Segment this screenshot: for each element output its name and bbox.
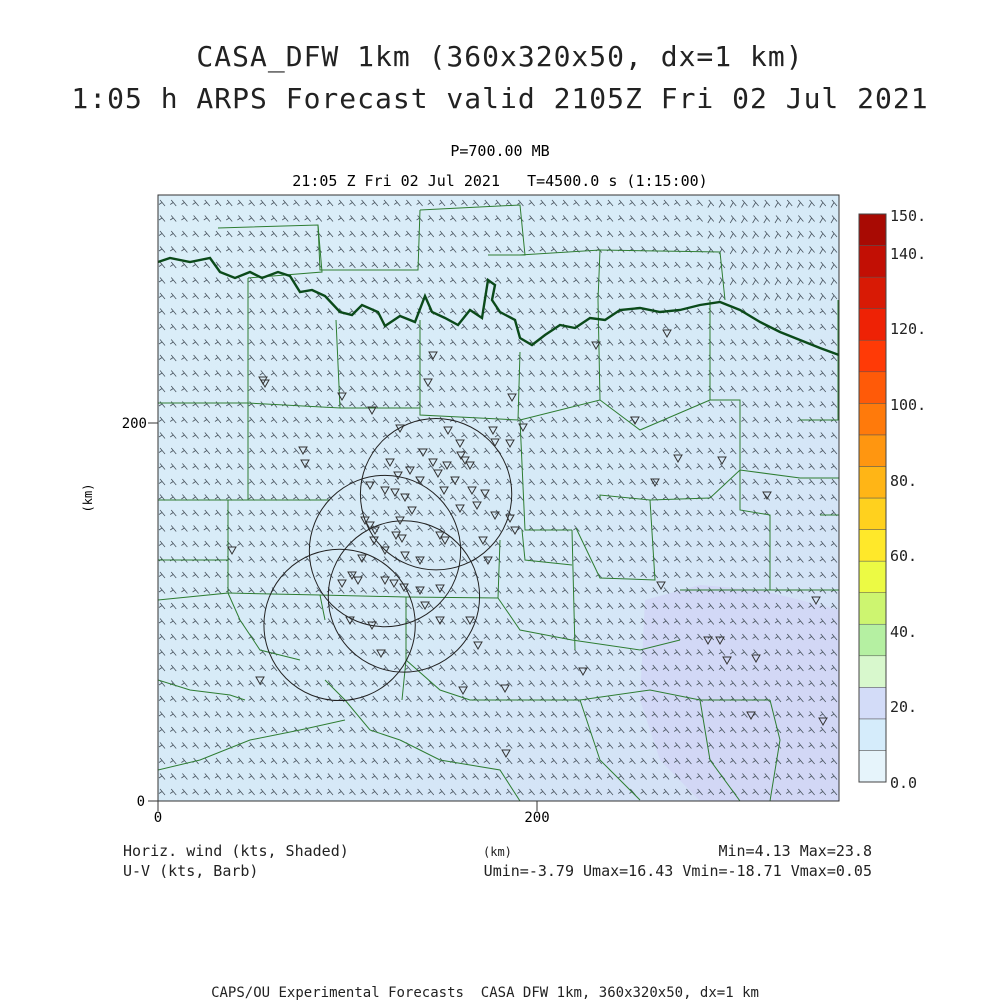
colorbar-label: 60. — [890, 547, 918, 565]
credit-line: CAPS/OU Experimental Forecasts CASA DFW 1km, 360x320x50, dx=1 km — [211, 985, 759, 1001]
colorbar-label: 150. — [890, 207, 927, 225]
y-axis — [148, 423, 158, 801]
colorbar-segment — [859, 340, 886, 372]
colorbar-segment — [859, 277, 886, 309]
colorbar-segment — [859, 624, 886, 656]
map-title-line-2: 1:05 h ARPS Forecast valid 2105Z Fri 02 Jul 2021 — [71, 82, 929, 115]
colorbar-segment — [859, 214, 886, 246]
valid-time-label: 21:05 Z Fri 02 Jul 2021 — [292, 172, 500, 190]
colorbar-segment — [859, 530, 886, 562]
colorbar-segment — [859, 687, 886, 719]
colorbar-segment — [859, 435, 886, 467]
map-title-line-1: CASA_DFW 1km (360x320x50, dx=1 km) — [196, 40, 804, 73]
x-tick-label-200: 200 — [524, 810, 550, 826]
colorbar-segment — [859, 309, 886, 341]
shaded-field-label: Horiz. wind (kts, Shaded) — [123, 842, 349, 860]
colorbar-segment — [859, 656, 886, 688]
y-tick-label-0: 0 — [136, 794, 145, 810]
y-tick-label-200: 200 — [121, 416, 147, 432]
min-max-label: Min=4.13 Max=23.8 — [718, 842, 872, 860]
wind-speed-maximum-region — [640, 585, 839, 801]
colorbar — [859, 207, 926, 792]
pressure-level-label: P=700.00 MB — [450, 142, 550, 160]
colorbar-label: 20. — [890, 698, 918, 716]
x-tick-label-0: 0 — [153, 810, 163, 826]
colorbar-segment — [859, 372, 886, 404]
colorbar-label: 140. — [890, 245, 927, 263]
colorbar-segment — [859, 246, 886, 278]
colorbar-segment — [859, 593, 886, 625]
colorbar-segment — [859, 403, 886, 435]
colorbar-segment — [859, 466, 886, 498]
colorbar-label: 40. — [890, 623, 918, 641]
forecast-time-label: T=4500.0 s (1:15:00) — [527, 172, 708, 190]
colorbar-segment — [859, 750, 886, 782]
uv-min-max-label: Umin=-3.79 Umax=16.43 Vmin=-18.71 Vmax=0.05 — [483, 862, 872, 880]
colorbar-label: 120. — [890, 320, 927, 338]
colorbar-segment — [859, 719, 886, 751]
y-axis-label: (km) — [81, 483, 95, 513]
colorbar-label: 100. — [890, 396, 927, 414]
colorbar-label: 0.0 — [890, 774, 918, 792]
x-axis-label: (km) — [483, 845, 512, 859]
colorbar-segment — [859, 498, 886, 530]
colorbar-label: 80. — [890, 472, 918, 490]
colorbar-segment — [859, 561, 886, 593]
barb-field-label: U-V (kts, Barb) — [123, 862, 259, 880]
x-axis — [158, 801, 537, 811]
